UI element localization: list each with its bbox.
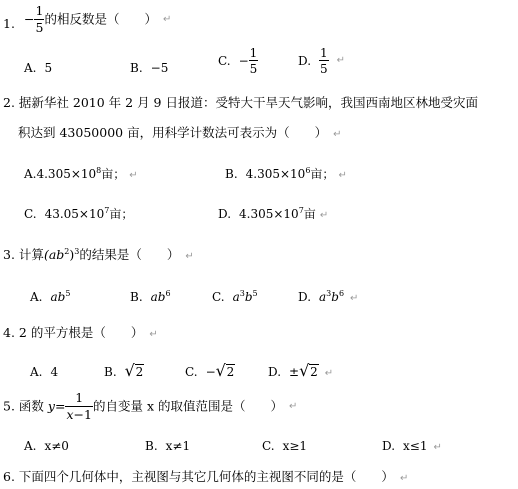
q1-stem-text: 的相反数是（ ） [44, 11, 157, 27]
q4-option-d: D. ±√ 2 ↵ [268, 366, 333, 379]
q2-option-a: $A.4.305\times 10^8$亩； ↵ [24, 166, 138, 181]
q2-line-2: 积达到 43050000 亩，用科学计数法可表示为（ ） ↵ [18, 125, 342, 140]
q1-option-c: C. − $\frac{1}{5}$ [218, 46, 258, 76]
q1-option-b: B. −5 [130, 61, 169, 75]
q4-option-b: B.√ 2 [104, 366, 144, 378]
q2-line-1: 2. 据新华社 2010 年 2 月 9 日报道：受特大干旱天气影响，我国西南地区林地受灾面 [3, 95, 478, 110]
q5-stem: 5. 函数 y= $\frac{1}{x-1}$ 的自变量 x 的取值范围是（ ） ↵ [3, 390, 298, 422]
q5-option-b: B. x≠1 [145, 439, 191, 453]
q3-option-b: B. $ab^6$ [130, 289, 171, 304]
q1-number: 1. [3, 16, 15, 31]
q6-stem: 6. 下面四个几何体中，主视图与其它几何体的主视图不同的是（ ） ↵ [3, 469, 409, 484]
q2-option-d: D. $4.305\times 10^7$亩 ↵ [218, 206, 329, 221]
q5-option-d: D. x≤1 ↵ [382, 439, 442, 453]
q2-option-c: C. $43.05\times 10^7$亩； [24, 206, 134, 221]
q3-option-c: C. $a^3b^5$ [212, 289, 258, 304]
q1-fraction: $\frac{1}{5}$ [35, 3, 44, 35]
q2-option-b: B. $4.305\times 10^6$亩； ↵ [225, 166, 347, 181]
return-mark: ↵ [162, 13, 172, 25]
q3-option-a: A. $ab^5$ [30, 289, 71, 304]
q1-option-a: A. 5 [24, 61, 53, 75]
q3-stem: 3. 计算$(ab^2)^3$的结果是（ ） ↵ [3, 247, 194, 262]
q4-option-a: A. 4 [30, 365, 59, 379]
q3-option-d: D. $a^3b^6$ ↵ [298, 289, 359, 304]
q5-option-a: A. x≠0 [24, 439, 69, 453]
q1-option-d: D. $\frac{1}{5}$ ↵ [298, 46, 346, 76]
q4-stem: 4. 2 的平方根是（ ） ↵ [3, 325, 158, 340]
q5-option-c: C. x≥1 [262, 439, 308, 453]
q1-stem [24, 5, 171, 34]
q4-option-c: C. −√ 2 [185, 366, 235, 378]
q1-minus: − [24, 11, 35, 27]
